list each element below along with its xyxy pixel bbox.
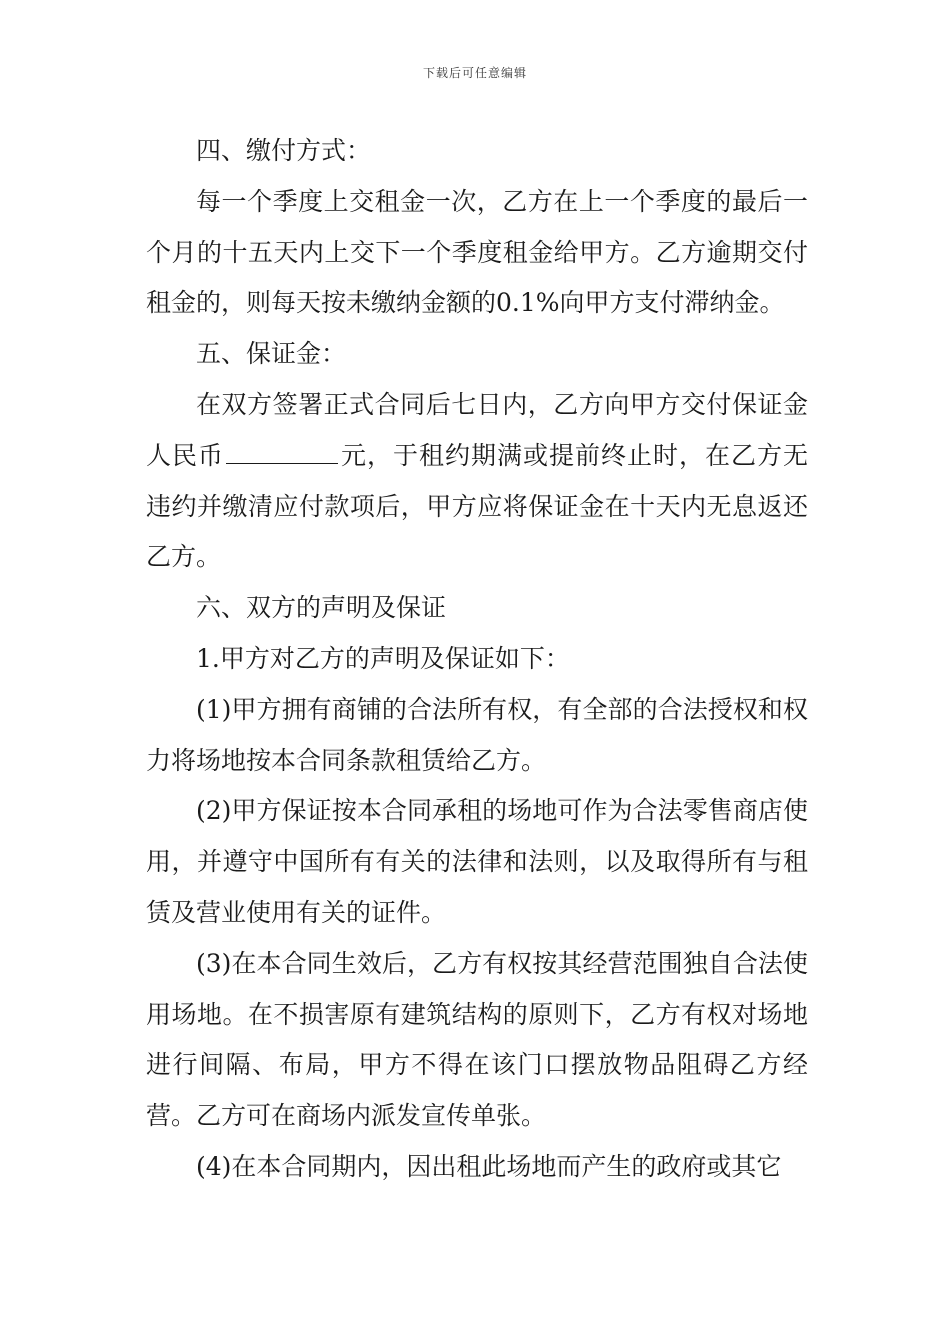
clause-1-heading: 1.甲方对乙方的声明及保证如下：	[196, 643, 570, 673]
deposit-text-before: 在双方签署正式合同后七日内，乙方向甲方交付保证金人民币	[146, 389, 808, 470]
section-heading-declarations: 六、双方的声明及保证	[196, 593, 447, 623]
deposit-text-after: 元，于租约期满或提前终止时，在乙方无违约并缴清应付款项后，甲方应将保证金在十天内无息返还乙方。	[146, 440, 808, 572]
page-header: 下载后可任意编辑	[422, 66, 527, 80]
clause-1-item-1: (1)甲方拥有商铺的合法所有权，有全部的合法授权和权力将场地按本合同条款租赁给乙方。	[146, 694, 808, 775]
section-heading-payment: 四、缴付方式：	[196, 136, 372, 165]
clause-1-item-2: (2)甲方保证按本合同承租的场地可作为合法零售商店使用，并遵守中国所有有关的法律和法则，以及取得所有与租赁及营业使用有关的证件。	[146, 796, 808, 927]
paragraph-payment-terms: 每一个季度上交租金一次，乙方在上一个季度的最后一个月的十五天内上交下一个季度租金给甲方。乙方逾期交付租金的，则每天按未缴纳金额的0.1%向甲方支付滞纳金。	[146, 186, 808, 318]
deposit-amount-blank	[226, 441, 338, 464]
document-body	[146, 126, 808, 1193]
section-heading-deposit: 五、保证金：	[196, 339, 347, 369]
clause-1-item-4: (4)在本合同期内，因出租此场地而产生的政府或其它	[196, 1151, 782, 1181]
clause-1-item-3: (3)在本合同生效后，乙方有权按其经营范围独自合法使用场地。在不损害原有建筑结构的原则下，乙方有权对场地进行间隔、布局，甲方不得在该门口摆放物品阻碍乙方经营。乙方可在商场内派发宣传单张。	[146, 948, 808, 1131]
paragraph-deposit-terms	[146, 380, 808, 583]
